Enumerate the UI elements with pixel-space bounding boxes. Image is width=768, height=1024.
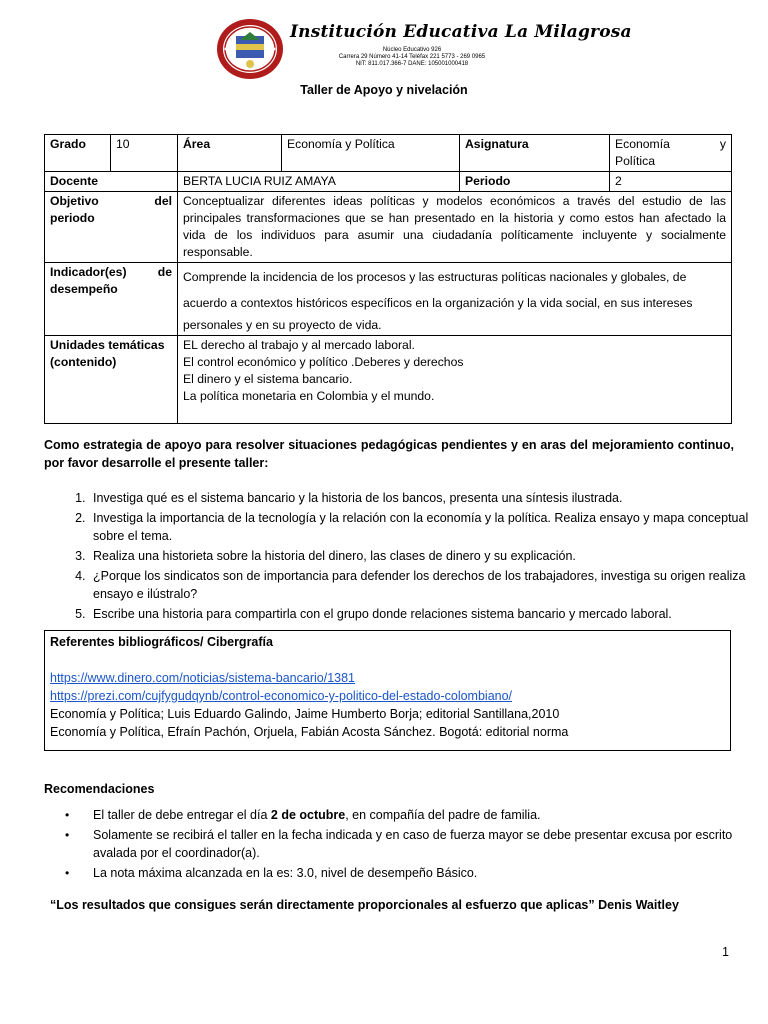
intro-paragraph: Como estrategia de apoyo para resolver situaciones pedagógicas pendientes y en aras del mejoramiento continuo, por favor desarrolle el presente taller: [44,438,734,470]
periodo-label: Periodo [460,172,610,192]
reference-book: Economía y Política, Efraín Pachón, Orjuela, Fabián Acosta Sánchez. Bogotá: editorial norma [50,725,569,739]
grado-label: Grado [45,135,111,172]
institution-header [216,18,632,80]
asignatura-word-2: y [719,137,726,151]
table-row [45,172,732,192]
recommendation-item [65,826,768,862]
task-item: 1. Investiga qué es el sistema bancario y la historia de los bancos, presenta una síntesis ilustrada. [89,489,768,507]
indicador-value [178,263,732,336]
table-row [45,336,732,424]
bullet-icon: • [65,828,70,842]
area-value: Economía y Política [282,135,460,172]
institution-nucleo: Núcleo Educativo 926 [382,47,442,53]
unidades-label-line-2: (contenido) [50,355,117,369]
rec-text: Solamente se recibirá el taller en la fecha indicada y en caso de fuerza mayor se debe presentar excusa por escrito avalada por el coordinador(a). [93,828,733,860]
asignatura-word-1: Economía [615,137,670,151]
reference-book: Economía y Política; Luis Eduardo Galindo, Jaime Humberto Borja; editorial Santillana,2010 [50,707,560,721]
task-item: 4. ¿Porque los sindicatos son de importancia para defender los derechos de los trabajadores, investiga su origen realiza ensayo e ilústralo? [89,567,768,603]
recommendations-list [44,806,768,884]
unidad-item: El control económico y político .Deberes y derechos [183,355,464,369]
indicador-line-2: acuerdo a contextos históricos específicos en la organización y la vida social, en sus intereses [183,296,693,310]
institution-name: Institución Educativa La Milagrosa [290,22,632,42]
unidad-item: El dinero y el sistema bancario. [183,372,353,386]
closing-quote: “Los resultados que consigues serán directamente proporcionales al esfuerzo que aplicas” Denis Waitley [50,898,679,912]
objetivo-label-word-2: del [154,194,172,208]
unidades-value [178,336,732,424]
references-box [44,630,731,751]
institution-nit: NIT: 811.017.366-7 DANE: 105001000418 [355,61,469,67]
asignatura-value [610,135,732,172]
objetivo-label-word-1: Objetivo [50,194,99,208]
recommendations-title: Recomendaciones [44,782,155,796]
asignatura-word-3: Política [615,154,655,168]
bullet-icon: • [65,808,70,822]
area-label: Área [178,135,282,172]
table-row [45,263,732,336]
document-title: Taller de Apoyo y nivelación [300,83,468,97]
rec-text: El taller de debe entregar el día [93,808,271,822]
unidades-label-line-1: Unidades temáticas [50,338,165,352]
reference-link[interactable]: https://prezi.com/cujfygudqynb/control-economico-y-politico-del-estado-colombiano/ [50,689,513,703]
objetivo-value: Conceptualizar diferentes ideas políticas y modelos económicos a través del estudio de las principales transformaciones que se han presentado en la historia y como estos han afectado la vida de los individuos para asumir una ciudadanía políticamente incluyente y socialmente responsable. [178,192,732,263]
task-list [44,489,768,625]
indicador-label [45,263,178,336]
task-item: 5. Escribe una historia para compartirla con el grupo donde relaciones sistema bancario y mercado laboral. [89,605,768,623]
objetivo-label [45,192,178,263]
rec-text: , en compañía del padre de familia. [345,808,541,822]
references-title: Referentes bibliográficos/ Cibergrafía [50,635,273,649]
task-item: 2. Investiga la importancia de la tecnología y la relación con la economía y la política. Realiza ensayo y mapa conceptual sobre el tema. [89,509,768,545]
page-number: 1 [722,945,729,959]
docente-label: Docente [45,172,178,192]
indicador-line-3: personales y en su proyecto de vida. [183,318,382,332]
docente-value: BERTA LUCIA RUIZ AMAYA [178,172,460,192]
recommendation-item [65,864,768,882]
unidades-label [45,336,178,424]
unidad-item: EL derecho al trabajo y al mercado laboral. [183,338,415,352]
task-item: 3. Realiza una historieta sobre la historia del dinero, las clases de dinero y su explicación. [89,547,768,565]
rec-text: La nota máxima alcanzada en la es: 3.0, nivel de desempeño Básico. [93,866,478,880]
indicador-label-word-3: desempeño [50,282,118,296]
indicador-line-1: Comprende la incidencia de los procesos y las estructuras políticas nacionales y globales, de [183,270,687,284]
grado-value: 10 [111,135,178,172]
recommendation-item [65,806,768,824]
reference-link[interactable]: https://www.dinero.com/noticias/sistema-bancario/1381 [50,671,356,685]
indicador-label-word-1: Indicador(es) [50,265,127,279]
unidad-item: La política monetaria en Colombia y el mundo. [183,389,435,403]
institution-address: Carrera 29 Número 41-14 Teléfax 221 5773 - 269 0965 [338,54,486,60]
table-row [45,135,732,172]
periodo-value: 2 [610,172,732,192]
info-table [44,134,732,424]
table-row [45,192,732,263]
objetivo-label-word-3: periodo [50,211,95,225]
rec-date: 2 de octubre [270,808,346,822]
indicador-label-word-2: de [157,265,172,279]
asignatura-label: Asignatura [460,135,610,172]
bullet-icon: • [65,866,70,880]
